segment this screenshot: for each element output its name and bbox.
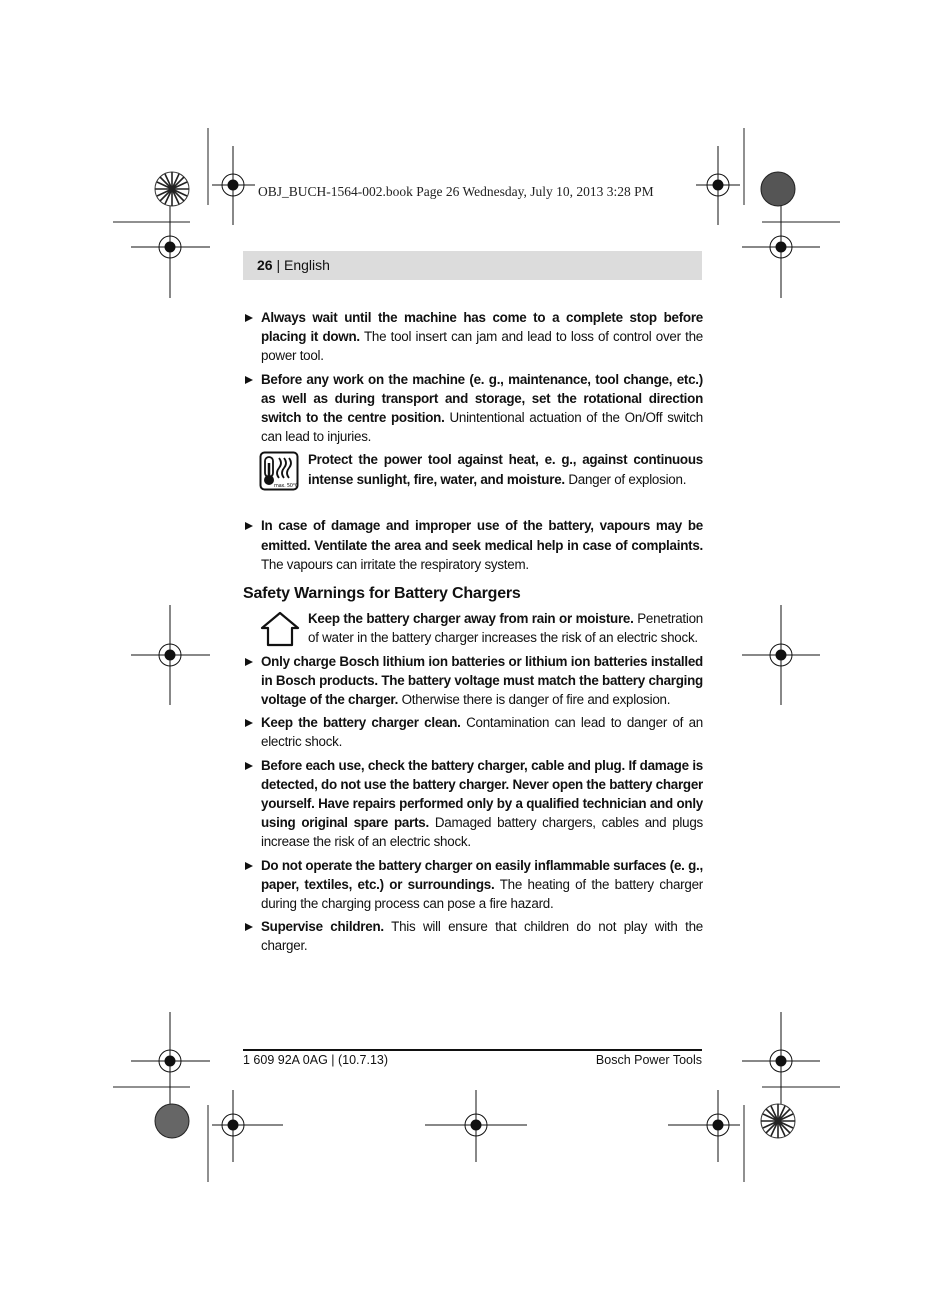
header-separator: | — [272, 257, 284, 273]
note-bold-text: Protect the power tool against heat, e. g., against continuous intense sunlight, fire, water, and moisture. — [308, 452, 703, 487]
header-text — [257, 257, 330, 273]
triangle-bullet-icon — [245, 719, 253, 727]
item-bold-text: Before each use, check the battery charger, cable and plug. If damage is detected, do not use the battery charger. Never open the battery charger yourself. Have repairs performed only by a qualified technician and only using original spare parts. — [261, 757, 703, 831]
star-target-bottom-right — [761, 1104, 795, 1138]
crosshair-mid-right — [742, 605, 820, 705]
crosshair-bottom-left — [212, 1090, 283, 1162]
item-text: This will ensure that children do not play with the charger. — [261, 919, 703, 954]
list-item — [243, 308, 703, 366]
print-slug: OBJ_BUCH-1564-002.book Page 26 Wednesday, July 10, 2013 3:28 PM — [258, 184, 654, 199]
footer-rule — [243, 1049, 702, 1051]
note-bold-text: Keep the battery charger away from rain or moisture. — [308, 611, 634, 627]
list-item — [243, 516, 703, 574]
crosshair-lower-left — [131, 1012, 210, 1105]
triangle-bullet-icon — [245, 658, 253, 666]
triangle-bullet-icon — [245, 314, 253, 322]
item-bold-text: Keep the battery charger clean. — [261, 715, 461, 731]
gray-target-bottom-left — [155, 1104, 189, 1138]
item-bold-text: Only charge Bosch lithium ion batteries or lithium ion batteries installed in Bosch products. The battery voltage must match the battery charging voltage of the charger. — [261, 653, 703, 708]
crosshair-upper-right — [742, 205, 820, 298]
item-bold-text: Do not operate the battery charger on easily inflammable surfaces (e. g., paper, textiles, etc.) or surroundings. — [261, 857, 703, 892]
gray-target-top-right — [761, 172, 795, 206]
footer-document-number: 1 609 92A 0AG | (10.7.13) — [243, 1053, 389, 1067]
max-temperature-icon — [259, 451, 299, 491]
item-text: The heating of the battery charger during the charging process can pose a fire hazard. — [261, 876, 703, 912]
header-language: English — [284, 257, 330, 273]
item-text: The vapours can irritate the respiratory system. — [261, 556, 529, 572]
item-text: Otherwise there is danger of fire and explosion. — [398, 692, 671, 708]
main-content — [243, 308, 703, 960]
crosshair-mid-left — [131, 605, 210, 705]
note-text: Danger of explosion. — [564, 471, 687, 487]
item-bold-text: Supervise children. — [261, 919, 384, 935]
item-text: The tool insert can jam and lead to loss of control over the power tool. — [261, 329, 704, 364]
list-item — [243, 370, 703, 447]
item-bold-text: Always wait until the machine has come to a complete stop before placing it down. — [261, 310, 703, 345]
item-text: Contamination can lead to danger of an electric shock. — [261, 715, 703, 750]
list-item — [243, 917, 703, 955]
item-bold-text: In case of damage and improper use of the battery, vapours may be emitted. Ventilate the area and seek medical help in case of complaints. — [261, 518, 703, 553]
heat-warning-note — [243, 450, 703, 502]
crosshair-bottom-right — [668, 1090, 740, 1162]
crosshair-bottom-center — [425, 1090, 527, 1162]
icon-temperature-label: max. 50°C — [274, 483, 299, 490]
item-text: Unintentional actuation of the On/Off switch can lead to injuries. — [261, 410, 703, 445]
triangle-bullet-icon — [245, 522, 253, 530]
triangle-bullet-icon — [245, 376, 253, 384]
crosshair-upper-left — [131, 205, 210, 298]
triangle-bullet-icon — [245, 762, 253, 770]
indoor-use-house-icon — [259, 610, 301, 648]
item-text: Damaged battery chargers, cables and plugs increase the risk of an electric shock. — [261, 815, 703, 850]
item-bold-text: Before any work on the machine (e. g., maintenance, tool change, etc.) as well as during transport and storage, set the rotational direction switch to the centre position. — [261, 371, 703, 426]
note-text: Penetration of water in the battery charger increases the risk of an electric shock. — [308, 611, 703, 646]
triangle-bullet-icon — [245, 862, 253, 870]
list-item — [243, 713, 703, 751]
section-heading: Safety Warnings for Battery Chargers — [243, 585, 521, 603]
page-header — [243, 251, 702, 280]
list-item — [243, 856, 703, 914]
crosshair-lower-right — [742, 1012, 820, 1105]
footer-publisher: Bosch Power Tools — [595, 1053, 702, 1067]
crosshair-top-left — [212, 146, 255, 225]
triangle-bullet-icon — [245, 923, 253, 931]
list-item — [243, 756, 703, 852]
rain-warning-note — [243, 609, 703, 647]
page-number: 26 — [257, 257, 273, 273]
list-item — [243, 652, 703, 710]
star-target-top-left — [155, 172, 189, 206]
